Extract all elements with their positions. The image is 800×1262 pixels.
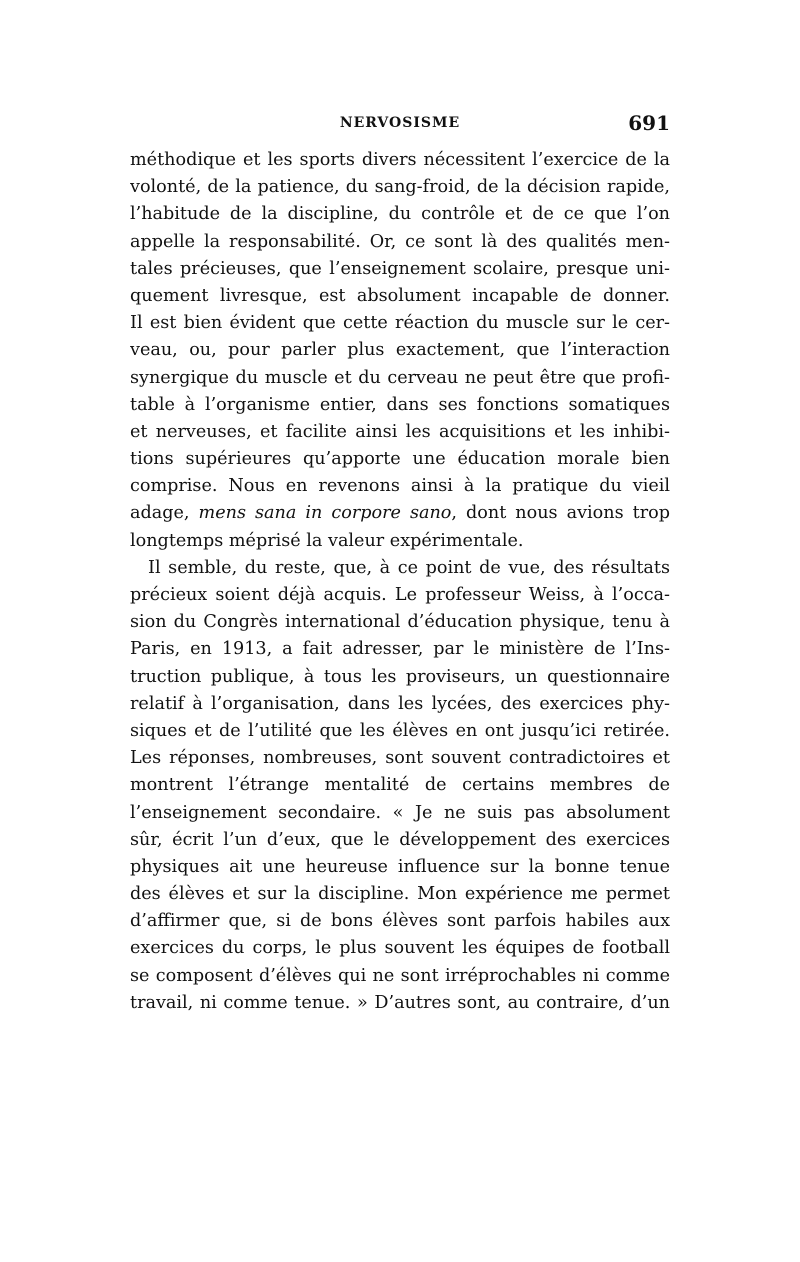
text-line: truction publique, à tous les proviseurs, un questionnaire [130, 666, 670, 687]
text-line: Paris, en 1913, a fait adresser, par le ministère de l’Ins- [130, 639, 670, 660]
text-line: relatif à l’organisation, dans les lycées, des exercices phy- [130, 693, 670, 714]
text-line: veau, ou, pour parler plus exactement, que l’interaction [130, 340, 670, 361]
text-line: siques et de l’utilité que les élèves en ont jusqu’ici retirée. [130, 720, 670, 741]
text-line: précieux soient déjà acquis. Le professeur Weiss, à l’occa- [130, 585, 670, 605]
paragraph-2 [130, 555, 670, 1017]
text-line: Les réponses, nombreuses, sont souvent contradictoires et [130, 748, 670, 769]
text-line: Il est bien évident que cette réaction du muscle sur le cer- [130, 313, 670, 334]
text-line: Il semble, du reste, que, à ce point de vue, des résultats [148, 557, 670, 578]
text-line: quement livresque, est absolument incapable de donner. [130, 285, 670, 306]
paragraph-1 [130, 147, 670, 555]
text-line: table à l’organisme entier, dans ses fonctions somatiques [130, 394, 670, 415]
text-line: sûr, écrit l’un d’eux, que le développement des exercices [130, 829, 670, 850]
text-line: physiques ait une heureuse influence sur la bonne tenue [130, 856, 670, 877]
text-line: des élèves et sur la discipline. Mon expérience me permet [130, 884, 670, 905]
page-number: 691 [628, 111, 670, 135]
text-line: l’habitude de la discipline, du contrôle et de ce que l’on [130, 204, 670, 225]
text-line: montrent l’étrange mentalité de certains membres de [130, 775, 670, 796]
body-text [130, 147, 670, 1017]
line-text-before: adage, [130, 503, 199, 524]
text-line: comprise. Nous en revenons ainsi à la pratique du vieil [130, 476, 670, 497]
text-line: d’affirmer que, si de bons élèves sont parfois habiles aux [130, 911, 670, 932]
running-head [130, 111, 670, 137]
text-line-with-latin-phrase [130, 500, 670, 527]
latin-phrase: mens sana in corpore sano [198, 503, 452, 524]
text-line: méthodique et les sports divers nécessitent l’exercice de la [130, 150, 670, 170]
text-line: volonté, de la patience, du sang-froid, de la décision rapide, [130, 177, 670, 198]
text-line: se composent d’élèves qui ne sont irréprochables ni comme [130, 965, 670, 986]
text-line: synergique du muscle et du cerveau ne peut être que profi- [130, 367, 670, 388]
text-line: exercices du corps, le plus souvent les équipes de football [130, 938, 670, 959]
text-line: et nerveuses, et facilite ainsi les acquisitions et les inhibi- [130, 421, 670, 442]
text-line: travail, ni comme tenue. » D’autres sont, au contraire, d’un [130, 992, 670, 1013]
text-line: l’enseignement secondaire. « Je ne suis pas absolument [130, 802, 670, 823]
text-line: longtemps méprisé la valeur expérimentale. [130, 530, 524, 551]
text-line: tales précieuses, que l’enseignement scolaire, presque uni- [130, 258, 670, 279]
running-title: NERVOSISME [339, 115, 461, 131]
text-line: sion du Congrès international d’éducation physique, tenu à [130, 612, 670, 633]
line-text-after: , dont nous avions trop [451, 503, 670, 524]
text-line: appelle la responsabilité. Or, ce sont là des qualités men- [130, 231, 670, 252]
text-line: tions supérieures qu’apporte une éducation morale bien [130, 449, 670, 470]
